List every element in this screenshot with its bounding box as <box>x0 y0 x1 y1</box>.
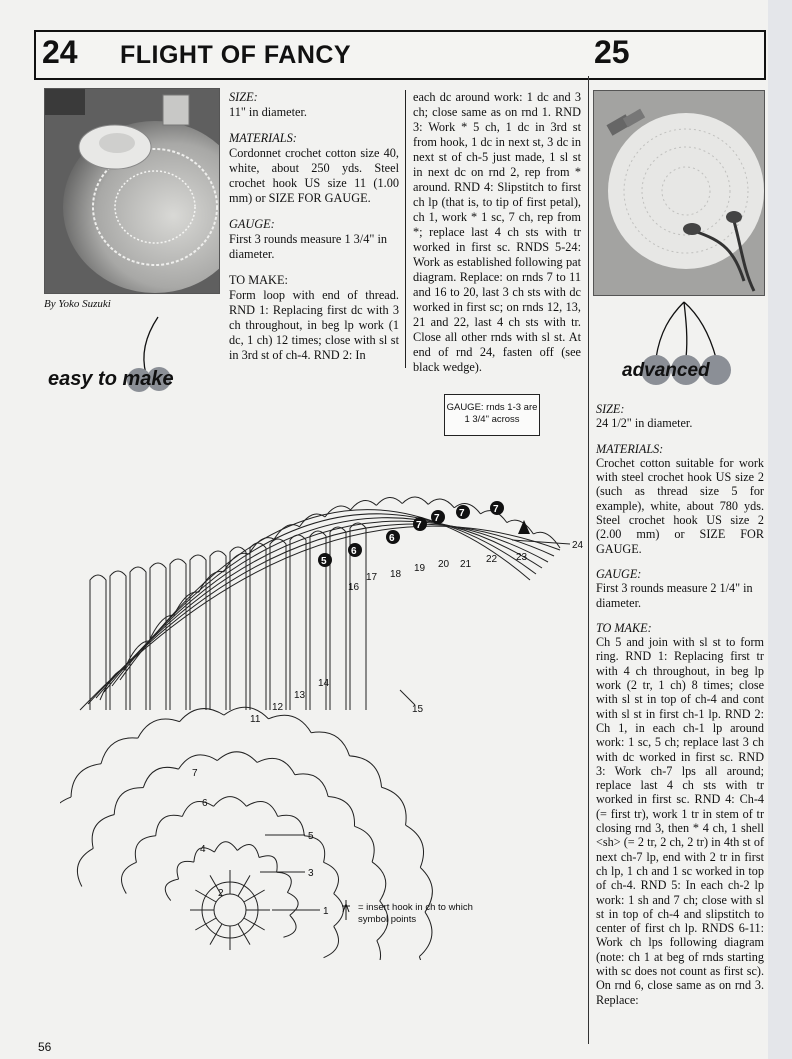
fan-arc <box>88 524 554 704</box>
spoke <box>244 918 265 930</box>
arc-marker <box>318 553 332 567</box>
petal-loop <box>92 815 114 849</box>
pattern-title: FLIGHT OF FANCY <box>120 41 352 69</box>
fan-stem <box>110 571 126 710</box>
pattern-24-instructions-col2 <box>413 90 581 375</box>
petal-loop <box>121 862 136 893</box>
petal-loop <box>259 856 277 873</box>
round-label-24: 24 <box>572 540 584 551</box>
pattern-25-instructions <box>596 402 764 1007</box>
svg-text:14: 14 <box>318 678 330 689</box>
petal-loop <box>156 815 183 835</box>
svg-text:7: 7 <box>434 513 440 524</box>
svg-text:22: 22 <box>486 554 498 565</box>
round-numbers-upper <box>348 552 528 593</box>
svg-text:7: 7 <box>459 508 465 519</box>
petal-loop <box>71 764 101 797</box>
crochet-pattern-diagram <box>60 420 588 960</box>
petal-loop <box>179 755 218 769</box>
petal-loop <box>350 756 382 787</box>
svg-text:6: 6 <box>202 798 208 809</box>
scallop-loop <box>351 500 377 509</box>
scallop-loop <box>100 669 125 700</box>
svg-text:19: 19 <box>414 563 426 574</box>
spoke <box>210 924 222 945</box>
arc-marker <box>456 505 470 519</box>
arc-marker <box>490 501 504 515</box>
to-make-heading: TO MAKE: <box>229 273 288 287</box>
photo-image <box>45 89 219 293</box>
petal-loop <box>182 801 213 816</box>
scallop-loop <box>428 499 454 508</box>
svg-text:17: 17 <box>366 572 378 583</box>
petal-loop <box>277 872 292 892</box>
to-make-text: Ch 5 and join with sl st to form ring. RND 1: Replacing first tr with 4 ch throughout, in beg lp work (2 tr, 1 ch) 8 times; close with sl st in top of ch-4 and cont with sl st in first ch-1 lp. RND 2: Ch 1, in each ch-1 lp around work: 1 sc, 5 ch; replace last 3 ch with dc worked in first sc. RND 3: Work ch-7 lps all around; replace last 4 ch sts with tr worked in first sc. RND 4: Ch-4 (= first tr), work 1 tr in stem of tr closing rnd 3, then * 4 ch, 1 shell <sh> (= 2 tr, 2 ch, 2 tr) in 4th st of next ch-7 lp, end with 2 tr in first ch lp, 1 ch and 1 sc worked in top of ch-4. RND 5: In each ch-2 lp work: 1 sh and 7 ch; close with sl st in top of ch-4 and slipstitch to center of first ch lp. RNDS 6-11: Work ch lps following diagram (note: ch 1 at beg of rnds starting with sc does not count as first sc). On rnd 6, close same as on rnd 3. Replace: <box>596 635 764 1007</box>
to-make-text: Form loop with end of thread. RND 1: Replacing first dc with 3 ch throughout, in beg lp work (1 dc, 1 ch) 12 times; close with sl st in 3rd st of ch-4. RND 2: In <box>229 288 399 362</box>
svg-text:7: 7 <box>192 768 198 779</box>
spoke <box>195 890 216 902</box>
petal-loop <box>180 709 224 722</box>
petal-loop <box>60 797 71 836</box>
center-spokes <box>190 870 270 950</box>
doily-photo-25 <box>593 90 765 296</box>
petal-loop <box>77 848 93 886</box>
round-label-1: 1 <box>323 906 329 917</box>
arc-marker <box>413 517 427 531</box>
gauge-heading: GAUGE: <box>229 217 275 231</box>
gauge-text: First 3 rounds measure 2 1/4" in diameter. <box>596 581 753 610</box>
petal-loop <box>364 941 381 960</box>
inner-round-numbers <box>192 768 224 899</box>
size-text: 11" in diameter. <box>229 105 307 119</box>
round-label-15: 15 <box>412 704 424 715</box>
designer-credit: By Yoko Suzuki <box>44 298 111 310</box>
to-make-text-continued: each dc around work: 1 dc and 3 ch; close same as on rnd 1. RND 3: Work * 5 ch, 1 dc in 3rd st from hook, 1 dc in next st, 3 dc in next st of ch-5 just made, 1 sl st in next dc on rnd 2, rep from * around. RND 4: Slipstitch to first ch lp (that is, to tip of first petal), ch 1, work * 1 sc, 7 ch, rep from *; replace last 4 ch sts with tr worked in first sc. RNDS 5-24: Work as established following pat diagram. Replace: on rnds 7 to 11 and 16 to 20, last 3 ch sts with dc worked in first sc; on rnds 12, 13, 21 and 22, last 4 ch sts with tr. Close all other rnds with sl st. At end of rnd 24, fasten off (see black wedge). <box>413 90 581 374</box>
petal-loop <box>214 797 247 807</box>
petal-loop <box>246 801 277 816</box>
petal-loop <box>269 715 312 732</box>
pattern-24-instructions-col1 <box>229 90 399 363</box>
page-number: 56 <box>38 1040 52 1054</box>
round-label-5: 5 <box>308 831 314 842</box>
petal-loop <box>311 732 349 756</box>
svg-text:7: 7 <box>493 504 499 515</box>
petal-loop <box>135 836 155 863</box>
petal-loop <box>177 861 194 879</box>
scallop-loop <box>376 497 402 505</box>
spoke <box>195 918 216 930</box>
column-rule <box>588 76 589 1044</box>
petal-loop <box>295 774 328 797</box>
gauge-text: First 3 rounds measure 1 3/4" in diameter. <box>229 232 388 261</box>
svg-text:20: 20 <box>438 559 450 570</box>
fan-stem <box>190 555 206 710</box>
round-label-3: 3 <box>308 868 314 879</box>
svg-text:23: 23 <box>516 552 528 563</box>
svg-text:21: 21 <box>460 559 472 570</box>
petal-loop <box>287 892 298 915</box>
petal-loop <box>138 719 180 738</box>
pattern-number: 25 <box>594 34 630 70</box>
petal-loop <box>354 826 374 862</box>
page-edge <box>768 0 792 1059</box>
arc-marker <box>431 510 445 524</box>
petal-loop <box>257 758 295 774</box>
arc-marker <box>348 543 362 557</box>
spoke <box>238 924 250 945</box>
fan-stem <box>330 527 346 710</box>
advanced-label: advanced <box>622 360 710 381</box>
petal-loop <box>324 862 339 893</box>
petal-loop <box>406 825 424 867</box>
petal-loop <box>237 845 259 858</box>
svg-text:5: 5 <box>321 556 327 567</box>
svg-text:11: 11 <box>250 714 261 725</box>
petal-loop <box>214 842 237 852</box>
svg-text:18: 18 <box>390 569 402 580</box>
petal-loop <box>404 957 423 960</box>
scallop-loop <box>402 497 428 504</box>
materials-text: Cordonnet crochet cotton size 40, white, about 250 yds. Steel crochet hook US size 11 (1.00 mm) or SIZE FOR GAUGE. <box>229 146 399 205</box>
doily-photo-24 <box>44 88 220 294</box>
petal-loop <box>334 894 344 927</box>
size-heading: SIZE: <box>596 402 625 416</box>
spoke <box>238 875 250 896</box>
svg-text:12: 12 <box>272 702 284 713</box>
svg-text:7: 7 <box>416 520 422 531</box>
svg-text:2: 2 <box>218 888 224 899</box>
diagram-legend: = insert hook in ch to which symbol points <box>358 902 473 925</box>
petal-loop <box>382 787 407 825</box>
pattern-25-header <box>588 30 766 80</box>
fan-arc <box>96 521 548 698</box>
petal-loop <box>372 862 386 901</box>
materials-text: Crochet cotton suitable for work with steel crochet hook US size 2 (such as thread size 5 for example), white, about 780 yds. Steel crochet hook US size 2 (2.00 mm) or SIZE FOR GAUGE. <box>596 455 764 556</box>
size-text: 24 1/2" in diameter. <box>596 416 693 431</box>
fan-stem <box>170 559 186 710</box>
fan-stem <box>130 567 146 710</box>
petal-loop <box>114 788 143 815</box>
gauge-heading: GAUGE: <box>596 566 642 581</box>
svg-text:6: 6 <box>389 533 395 544</box>
materials-heading: MATERIALS: <box>596 441 664 456</box>
petal-loop <box>278 815 305 835</box>
svg-text:6: 6 <box>351 546 357 557</box>
petal-loop <box>283 915 296 937</box>
svg-text:4: 4 <box>200 844 206 855</box>
petal-loop <box>143 767 178 787</box>
text-column-rule <box>405 90 406 368</box>
to-make-heading: TO MAKE: <box>596 620 652 635</box>
petal-loop <box>217 752 257 763</box>
petal-loop <box>324 926 339 957</box>
pattern-number: 24 <box>42 34 78 70</box>
easy-to-make-label: easy to make <box>48 368 174 390</box>
photo-image <box>594 91 764 295</box>
petal-loop <box>101 738 138 764</box>
fan-stem <box>290 535 306 710</box>
spoke <box>244 890 265 902</box>
svg-text:16: 16 <box>348 582 360 593</box>
pattern-24-header <box>34 30 592 80</box>
materials-heading: MATERIALS: <box>229 131 297 145</box>
diagram-gauge-box: GAUGE: rnds 1-3 are 1 3/4" across <box>444 394 540 436</box>
arc-marker <box>386 530 400 544</box>
svg-text:13: 13 <box>294 690 306 701</box>
size-heading: SIZE: <box>229 90 258 104</box>
petal-loop <box>328 797 354 827</box>
petal-loop <box>165 879 178 901</box>
